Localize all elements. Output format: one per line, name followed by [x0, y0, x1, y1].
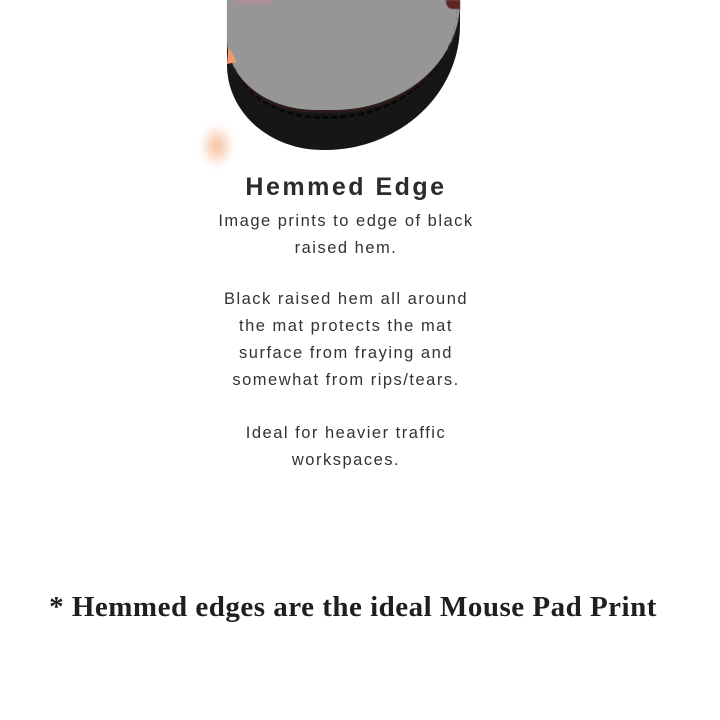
- feature-heading: Hemmed Edge: [245, 173, 447, 201]
- paragraph-line: surface from fraying and: [239, 344, 453, 362]
- paragraph-line: Image prints to edge of black: [218, 212, 474, 230]
- paragraph-line: Ideal for heavier traffic: [245, 424, 447, 442]
- paragraph-line: workspaces.: [291, 451, 401, 469]
- feature-paragraph-2: [0, 286, 692, 394]
- paragraph-line: Black raised hem all around: [223, 290, 469, 308]
- footnote: * Hemmed edges are the ideal Mouse Pad Print: [49, 591, 657, 623]
- paragraph-line: the mat protects the mat: [239, 317, 453, 335]
- feature-paragraph-1: [0, 208, 692, 262]
- paragraph-line: somewhat from rips/tears.: [232, 371, 460, 389]
- feature-paragraph-3: [0, 420, 692, 474]
- paragraph-line: raised hem.: [294, 239, 398, 257]
